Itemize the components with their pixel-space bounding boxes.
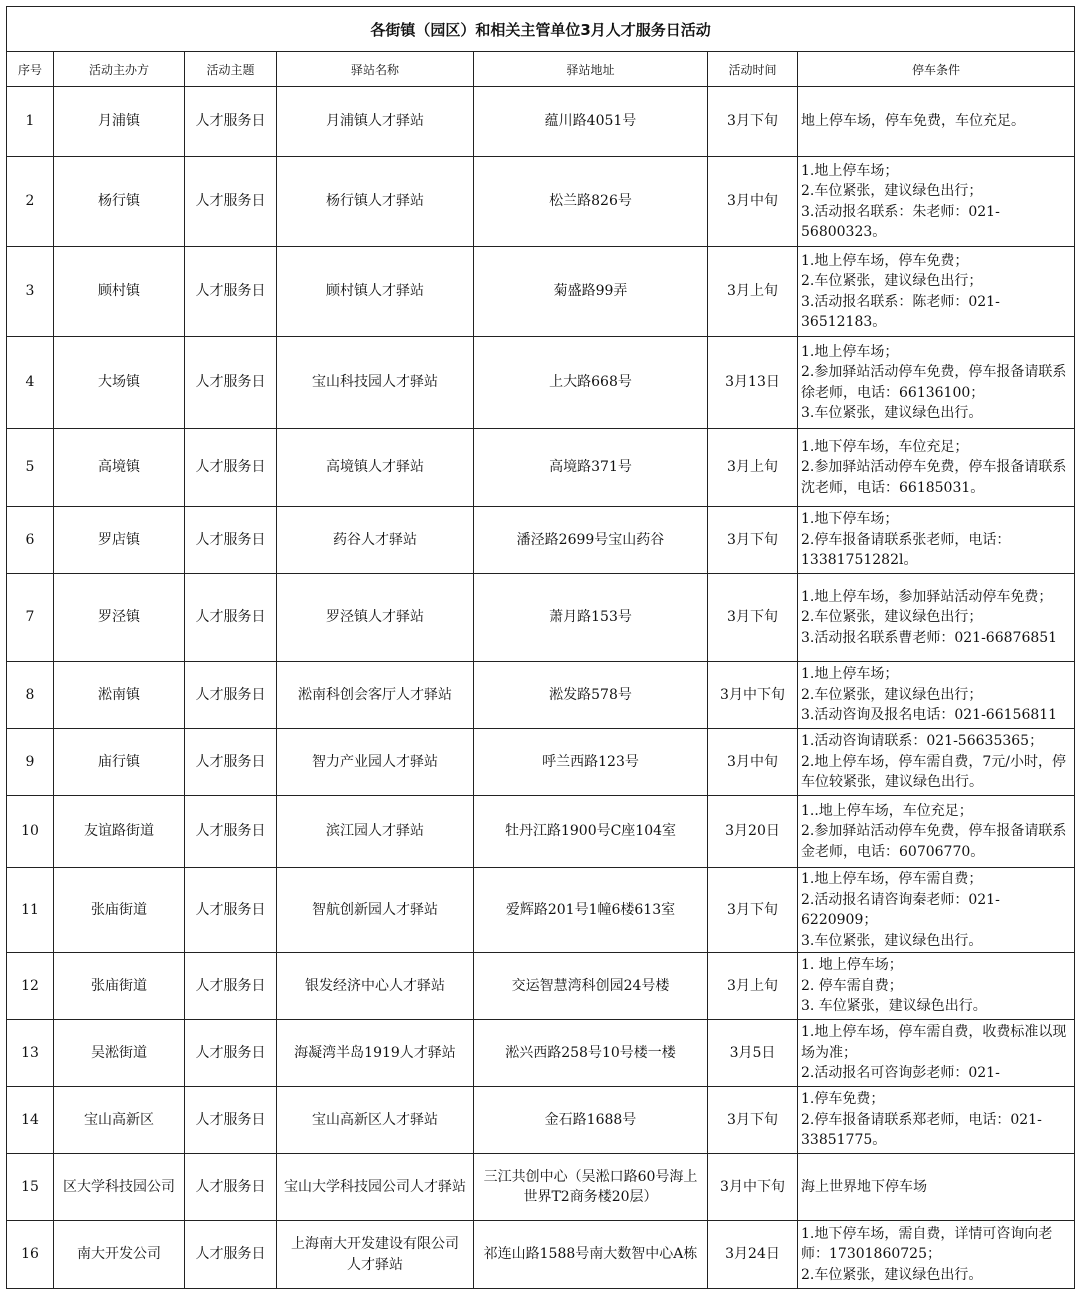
cell-no: 9 xyxy=(7,729,54,796)
cell-parking xyxy=(798,574,1075,662)
cell-parking-line: 3.车位紧张，建议绿色出行。 xyxy=(801,405,983,421)
cell-host: 张庙街道 xyxy=(54,953,185,1020)
cell-parking xyxy=(798,1221,1075,1289)
header-address: 驿站地址 xyxy=(474,52,708,87)
cell-station-line: 罗泾镇人才驿站 xyxy=(326,609,424,626)
cell-address xyxy=(474,953,708,1020)
cell-station-line: 宝山大学科技园公司人才驿站 xyxy=(284,1178,466,1195)
cell-theme: 人才服务日 xyxy=(185,507,277,574)
table-row xyxy=(7,574,1075,662)
cell-parking-line: 56800323。 xyxy=(801,224,887,240)
cell-parking-line: 地上停车场，停车免费，车位充足。 xyxy=(801,113,1025,130)
cell-parking-line: 33851775。 xyxy=(801,1132,887,1149)
cell-station xyxy=(277,247,474,337)
table-row xyxy=(7,868,1075,953)
cell-address-line: 潘泾路2699号宝山药谷 xyxy=(516,531,665,548)
cell-station xyxy=(277,429,474,507)
cell-address xyxy=(474,247,708,337)
cell-no: 11 xyxy=(7,868,54,953)
cell-station xyxy=(277,729,474,796)
cell-station-line: 海凝湾半岛1919人才驿站 xyxy=(294,1044,456,1061)
cell-station-line: 淞南科创会客厅人才驿站 xyxy=(298,686,452,703)
cell-parking-line: 1.地下停车场； xyxy=(801,511,899,528)
cell-address xyxy=(474,507,708,574)
cell-station-line: 上海南大开发建设有限公司 xyxy=(291,1236,459,1252)
cell-parking-line: 1.地下停车场，车位充足； xyxy=(801,438,969,455)
cell-parking-line: 3.活动报名联系曹老师：021-66876851 xyxy=(801,629,1058,646)
cell-station xyxy=(277,157,474,247)
table-row xyxy=(7,247,1075,337)
cell-station-line: 宝山高新区人才驿站 xyxy=(312,1111,438,1128)
cell-station xyxy=(277,1154,474,1221)
cell-no: 12 xyxy=(7,953,54,1020)
cell-host: 宝山高新区 xyxy=(54,1087,185,1154)
cell-time: 3月上旬 xyxy=(708,429,798,507)
cell-parking-line: 1.地上停车场，停车需自费； xyxy=(801,871,983,887)
cell-address-line: 牡丹江路1900号C座104室 xyxy=(504,823,677,840)
header-station: 驿站名称 xyxy=(277,52,474,87)
table-row xyxy=(7,1154,1075,1221)
cell-address xyxy=(474,157,708,247)
table-row xyxy=(7,87,1075,157)
cell-theme: 人才服务日 xyxy=(185,574,277,662)
cell-theme: 人才服务日 xyxy=(185,1020,277,1087)
cell-parking-line: 1.活动咨询请联系：021-56635365； xyxy=(801,733,1044,750)
activity-table xyxy=(6,6,1075,1289)
cell-no: 10 xyxy=(7,796,54,868)
cell-parking-line: 2.车位紧张，建议绿色出行。 xyxy=(801,1266,983,1283)
cell-parking-line: 2.停车报备请联系张老师，电话： xyxy=(801,531,1011,548)
header-theme: 活动主题 xyxy=(185,52,277,87)
cell-station xyxy=(277,796,474,868)
cell-station-line: 月浦镇人才驿站 xyxy=(326,113,424,130)
cell-parking-line: 36512183。 xyxy=(801,314,887,330)
page-title: 各街镇（园区）和相关主管单位3月人才服务日活动 xyxy=(7,7,1075,52)
cell-address xyxy=(474,574,708,662)
cell-theme: 人才服务日 xyxy=(185,247,277,337)
header-parking: 停车条件 xyxy=(798,52,1075,87)
cell-station xyxy=(277,507,474,574)
table-row xyxy=(7,1221,1075,1289)
cell-address xyxy=(474,337,708,429)
cell-address-line: 萧月路153号 xyxy=(549,609,632,626)
cell-parking xyxy=(798,429,1075,507)
cell-station xyxy=(277,337,474,429)
cell-parking-line: 1.地下停车场，需自费，详情可咨询向老师：17301860725； xyxy=(801,1225,1053,1263)
cell-theme: 人才服务日 xyxy=(185,1221,277,1289)
table-row xyxy=(7,429,1075,507)
cell-time: 3月下旬 xyxy=(708,574,798,662)
cell-parking-line: 2.车位紧张，建议绿色出行； xyxy=(801,609,983,626)
table-row xyxy=(7,662,1075,729)
cell-theme: 人才服务日 xyxy=(185,662,277,729)
table-row xyxy=(7,337,1075,429)
cell-station xyxy=(277,574,474,662)
cell-theme: 人才服务日 xyxy=(185,429,277,507)
cell-host: 顾村镇 xyxy=(54,247,185,337)
cell-host: 南大开发公司 xyxy=(54,1221,185,1289)
cell-no: 14 xyxy=(7,1087,54,1154)
cell-parking-line: 1.地上停车场，停车免费； xyxy=(801,252,969,269)
cell-station-line: 智力产业园人才驿站 xyxy=(312,753,438,770)
cell-parking xyxy=(798,1154,1075,1221)
cell-no: 15 xyxy=(7,1154,54,1221)
cell-station xyxy=(277,1020,474,1087)
cell-parking-line: 海上世界地下停车场 xyxy=(801,1178,927,1195)
cell-parking-line: 1..地上停车场，车位充足； xyxy=(801,802,973,819)
cell-no: 13 xyxy=(7,1020,54,1087)
cell-host: 大场镇 xyxy=(54,337,185,429)
cell-parking-line: 2.地上停车场，停车需自费，7元/小时，停车位较紧张，建议绿色出行。 xyxy=(801,753,1066,791)
cell-address-line: 松兰路826号 xyxy=(549,193,632,210)
cell-parking-line: 1.地上停车场，参加驿站活动停车免费； xyxy=(801,588,1053,605)
cell-parking-line: 3.活动咨询及报名电话：021-66156811 xyxy=(801,707,1058,724)
cell-parking-line: 2.停车报备请联系郑老师，电话：021- xyxy=(801,1111,1042,1128)
cell-address-line: 上大路668号 xyxy=(549,374,632,391)
cell-station-line: 杨行镇人才驿站 xyxy=(326,193,424,210)
cell-time: 3月上旬 xyxy=(708,953,798,1020)
cell-parking-line: 1.地上停车场； xyxy=(801,666,899,683)
cell-address xyxy=(474,868,708,953)
cell-station xyxy=(277,953,474,1020)
cell-theme: 人才服务日 xyxy=(185,1154,277,1221)
cell-address xyxy=(474,1020,708,1087)
cell-theme: 人才服务日 xyxy=(185,157,277,247)
cell-address-line: 蕴川路4051号 xyxy=(544,113,637,130)
cell-parking-line: 3.车位紧张，建议绿色出行。 xyxy=(801,932,983,949)
table-row xyxy=(7,729,1075,796)
header-row xyxy=(7,52,1075,87)
table-row xyxy=(7,507,1075,574)
cell-host: 高境镇 xyxy=(54,429,185,507)
cell-station-line: 高境镇人才驿站 xyxy=(326,459,424,476)
cell-parking-line: 1.地上停车场，停车需自费，收费标准以现场为准； xyxy=(801,1024,1067,1061)
cell-station xyxy=(277,1221,474,1289)
cell-station-line: 智航创新园人才驿站 xyxy=(312,901,438,918)
cell-address xyxy=(474,1221,708,1289)
cell-address-line: 三江共创中心（吴淞口路60号海上世界T2商务楼20层） xyxy=(483,1168,698,1205)
cell-parking xyxy=(798,87,1075,157)
cell-no: 3 xyxy=(7,247,54,337)
cell-parking xyxy=(798,662,1075,729)
header-time: 活动时间 xyxy=(708,52,798,87)
cell-parking xyxy=(798,247,1075,337)
cell-host: 区大学科技园公司 xyxy=(54,1154,185,1221)
cell-parking-line: 3. 车位紧张，建议绿色出行。 xyxy=(801,998,987,1015)
cell-address xyxy=(474,662,708,729)
cell-parking-line: 3.活动报名联系：陈老师：021- xyxy=(801,293,1000,310)
cell-host: 友谊路街道 xyxy=(54,796,185,868)
cell-no: 2 xyxy=(7,157,54,247)
cell-theme: 人才服务日 xyxy=(185,337,277,429)
cell-theme: 人才服务日 xyxy=(185,953,277,1020)
table-row xyxy=(7,1020,1075,1087)
cell-no: 1 xyxy=(7,87,54,157)
cell-parking-line: 2.车位紧张，建议绿色出行； xyxy=(801,273,983,289)
header-host: 活动主办方 xyxy=(54,52,185,87)
table-row xyxy=(7,796,1075,868)
cell-parking xyxy=(798,1087,1075,1154)
header-no: 序号 xyxy=(7,52,54,87)
cell-parking xyxy=(798,729,1075,796)
cell-station xyxy=(277,1087,474,1154)
cell-time: 3月中下旬 xyxy=(708,1154,798,1221)
cell-station xyxy=(277,662,474,729)
cell-no: 8 xyxy=(7,662,54,729)
cell-address-line: 高境路371号 xyxy=(549,459,632,476)
cell-time: 3月中旬 xyxy=(708,729,798,796)
cell-address-line: 淞兴西路258号10号楼一楼 xyxy=(505,1044,676,1061)
cell-address xyxy=(474,429,708,507)
cell-parking-line: 1.地上停车场； xyxy=(801,162,899,179)
cell-time: 3月13日 xyxy=(708,337,798,429)
cell-address-line: 金石路1688号 xyxy=(544,1111,637,1128)
cell-station-line: 滨江园人才驿站 xyxy=(326,823,424,840)
cell-station-line: 药谷人才驿站 xyxy=(333,531,417,548)
cell-time: 3月24日 xyxy=(708,1221,798,1289)
cell-parking-line: 13381751282l。 xyxy=(801,552,918,569)
cell-address xyxy=(474,1087,708,1154)
cell-host: 张庙街道 xyxy=(54,868,185,953)
table-row xyxy=(7,953,1075,1020)
cell-host: 吴淞街道 xyxy=(54,1020,185,1087)
cell-no: 5 xyxy=(7,429,54,507)
table-row xyxy=(7,1087,1075,1154)
cell-parking-line: 3.活动报名联系：朱老师：021- xyxy=(801,203,1000,220)
cell-parking-line: 1.地上停车场； xyxy=(801,343,899,360)
cell-parking-line: 2.车位紧张，建议绿色出行； xyxy=(801,686,983,703)
cell-parking-line: 2.车位紧张，建议绿色出行； xyxy=(801,183,983,199)
cell-parking-line: 1.停车免费； xyxy=(801,1091,885,1108)
cell-host: 庙行镇 xyxy=(54,729,185,796)
cell-address-line: 交运智慧湾科创园24号楼 xyxy=(511,977,670,994)
cell-theme: 人才服务日 xyxy=(185,87,277,157)
cell-host: 杨行镇 xyxy=(54,157,185,247)
cell-time: 3月下旬 xyxy=(708,868,798,953)
cell-parking-line: 2. 停车需自费； xyxy=(801,977,903,994)
cell-station xyxy=(277,87,474,157)
cell-parking-line: 2.参加驿站活动停车免费，停车报备请联系徐老师，电话：66136100； xyxy=(801,364,1067,401)
cell-parking-line: 2.参加驿站活动停车免费，停车报备请联系金老师，电话：60706770。 xyxy=(801,823,1067,860)
cell-station-line: 人才驿站 xyxy=(347,1256,403,1273)
cell-station-line: 顾村镇人才驿站 xyxy=(326,283,424,300)
cell-parking xyxy=(798,868,1075,953)
cell-host: 罗店镇 xyxy=(54,507,185,574)
cell-parking-line: 2.参加驿站活动停车免费，停车报备请联系沈老师，电话：66185031。 xyxy=(801,459,1067,496)
cell-address xyxy=(474,87,708,157)
cell-parking xyxy=(798,157,1075,247)
cell-address-line: 祁连山路1588号南大数智中心A栋 xyxy=(483,1246,698,1263)
cell-time: 3月5日 xyxy=(708,1020,798,1087)
cell-theme: 人才服务日 xyxy=(185,868,277,953)
cell-host: 月浦镇 xyxy=(54,87,185,157)
cell-address-line: 呼兰西路123号 xyxy=(542,753,639,770)
cell-address xyxy=(474,796,708,868)
cell-host: 淞南镇 xyxy=(54,662,185,729)
cell-theme: 人才服务日 xyxy=(185,1087,277,1154)
cell-time: 3月下旬 xyxy=(708,507,798,574)
cell-parking-line: 2.活动报名可咨询彭老师：021- xyxy=(801,1065,1000,1082)
cell-parking xyxy=(798,1020,1075,1087)
cell-parking-line: 1. 地上停车场； xyxy=(801,957,903,974)
cell-parking xyxy=(798,953,1075,1020)
cell-time: 3月下旬 xyxy=(708,87,798,157)
cell-time: 3月下旬 xyxy=(708,1087,798,1154)
cell-address-line: 爱辉路201号1幢6楼613室 xyxy=(505,901,676,918)
cell-no: 16 xyxy=(7,1221,54,1289)
cell-address xyxy=(474,729,708,796)
cell-address-line: 菊盛路99弄 xyxy=(553,283,628,300)
cell-parking xyxy=(798,507,1075,574)
cell-time: 3月20日 xyxy=(708,796,798,868)
cell-parking-line: 2.活动报名请咨询秦老师：021- xyxy=(801,891,1000,908)
cell-parking xyxy=(798,796,1075,868)
cell-time: 3月中下旬 xyxy=(708,662,798,729)
cell-station-line: 宝山科技园人才驿站 xyxy=(312,374,438,391)
cell-station-line: 银发经济中心人才驿站 xyxy=(305,977,445,994)
cell-parking-line: 6220909； xyxy=(801,912,878,928)
cell-no: 6 xyxy=(7,507,54,574)
cell-time: 3月上旬 xyxy=(708,247,798,337)
cell-address xyxy=(474,1154,708,1221)
cell-no: 4 xyxy=(7,337,54,429)
cell-time: 3月中旬 xyxy=(708,157,798,247)
cell-address-line: 淞发路578号 xyxy=(549,686,632,703)
cell-host: 罗泾镇 xyxy=(54,574,185,662)
cell-no: 7 xyxy=(7,574,54,662)
cell-theme: 人才服务日 xyxy=(185,796,277,868)
table-row xyxy=(7,157,1075,247)
cell-theme: 人才服务日 xyxy=(185,729,277,796)
cell-station xyxy=(277,868,474,953)
cell-parking xyxy=(798,337,1075,429)
